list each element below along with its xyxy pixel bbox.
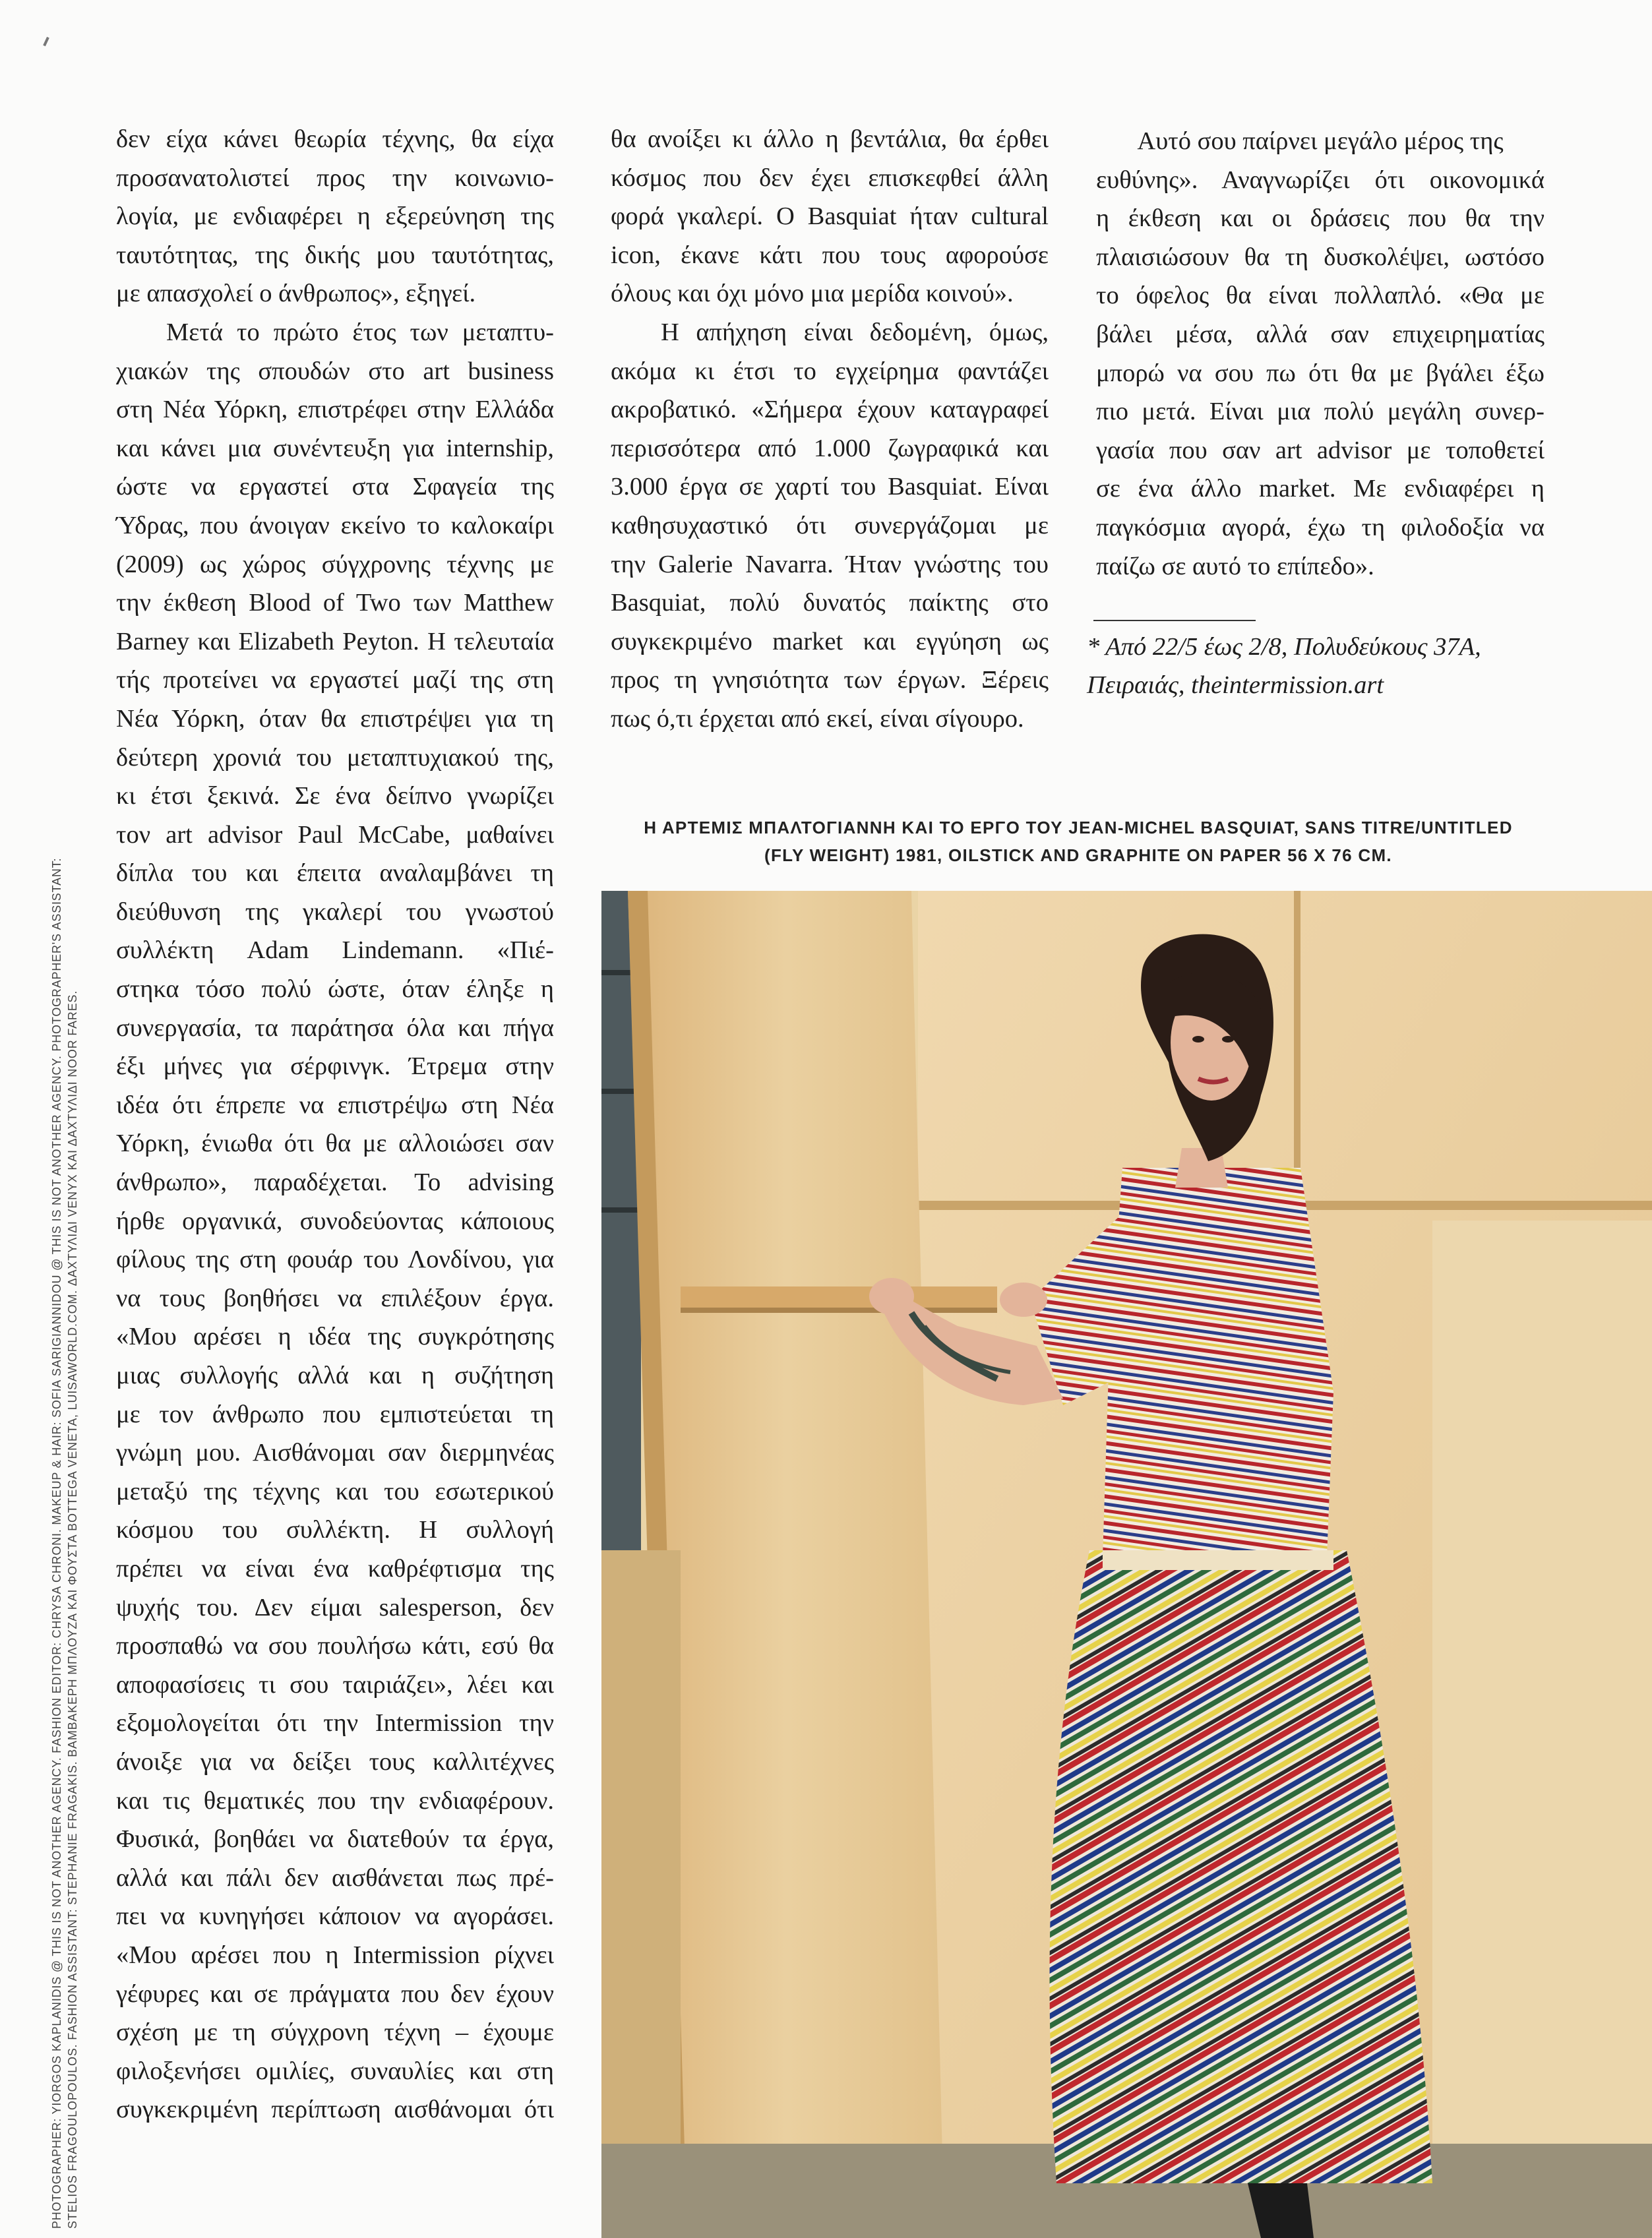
text-line: Μετά το πρώτο έτος των μεταπτυ- — [166, 318, 554, 346]
text-line: ακόμα κι έτσι το εγχείρημα φαντάζει — [611, 357, 1049, 385]
text-line: πρέπει να είναι ένα καθρέφτισμα της — [116, 1554, 554, 1583]
text-line: 3.000 έργα σε χαρτί του Basquiat. Είναι — [611, 473, 1049, 501]
caption-line-1: Η ΑΡΤΕΜΙΣ ΜΠΑΛΤΟΓΙΑΝΝΗ ΚΑΙ ΤΟ ΕΡΓΟ ΤΟΥ JEAN-MICHEL BASQUIAT, SANS TITRE/UNTITLED — [644, 818, 1513, 837]
text-line: μιας συλλογής αλλά και η συζήτηση — [116, 1362, 554, 1389]
text-line: ταυτότητας, της δικής μου ταυτότητας, — [116, 241, 554, 269]
text-line: προσανατολιστεί προς την κοινωνιο- — [116, 164, 554, 192]
text-line: κόσμος που δεν έχει επισκεφθεί άλλη — [611, 164, 1049, 192]
text-line: αλλά και πάλι δεν αισθάνεται πως πρέ- — [116, 1863, 554, 1892]
text-line: παίζω σε αυτό το επίπεδο». — [1096, 552, 1374, 580]
text-line: τον art advisor Paul McCabe, μαθαίνει — [116, 820, 554, 849]
credits-line-2: STELIOS FRAGOULOPOULOS. FASHION ASSISTANT: STEPHANIE FRAGAKIS. ΒΑΜΒΑΚΕΡΗ ΜΠΛΟΥΖΑ ΚΑΙ ΦΟΥΣΤΑ BOTTEGA VENETA, LUISAWORLD.COM. ΔΑΧΤΥΛΙΔΙ VENYX ΚΑΙ ΔΑΧΤΥΛΙΔΙ NOOR FARES. — [66, 990, 79, 2229]
photo-caption — [633, 814, 1523, 869]
text-line: στη Νέα Υόρκη, επιστρέφει στην Ελλάδα — [116, 396, 554, 424]
text-line: φίλους της στη φουάρ του Λονδίνου, για — [116, 1246, 554, 1274]
text-line: γασία που σαν art advisor με τοποθετεί — [1096, 436, 1545, 464]
text-line: έξι μήνες για σέρφινγκ. Έτρεμα στην — [116, 1052, 554, 1081]
text-line: χιακών της σπουδών στο art business — [116, 357, 554, 385]
text-line: κι έτσι ξεκινά. Σε ένα δείπνο γνωρίζει — [116, 782, 554, 810]
text-line: ιδέα ότι έπρεπε να επιστρέψω στη Νέα — [116, 1091, 554, 1119]
portrait-photo — [601, 891, 1652, 2238]
text-line: συγκεκριμένο market και εγγύηση ως — [611, 627, 1049, 655]
text-line: ώστε να εργαστεί στα Σφαγεία της — [116, 473, 554, 501]
text-line: ψυχής του. Δεν είμαι salesperson, δεν — [116, 1593, 554, 1621]
text-line: μπορώ να σου πω ότι θα με βγάλει έξω — [1096, 359, 1545, 387]
text-line: φορά γκαλερί. Ο Basquiat ήταν cultural — [611, 202, 1049, 231]
text-line: δεν είχα κάνει θεωρία τέχνης, θα είχα — [116, 125, 554, 153]
text-line: προς τη γνησιότητα των έργων. Ξέρεις — [611, 666, 1049, 694]
text-line: άνθρωπο», παραδέχεται. Το advising — [116, 1168, 554, 1197]
text-line: τής προτείνει να εργαστεί μαζί της στη — [116, 666, 554, 694]
photo-credits — [0, 0, 79, 2238]
text-line: εξομολογείται ότι την Intermission την — [116, 1709, 554, 1738]
article-column-3 — [1096, 122, 1545, 586]
text-line: όλους και όχι μόνο μια μερίδα κοινού». — [611, 280, 1014, 308]
text-line: η έκθεση και οι δράσεις που θα την — [1096, 204, 1545, 233]
text-line: περισσότερα από 1.000 ζωγραφικά και — [611, 434, 1049, 462]
text-line: φιλοξενήσει ομιλίες, συναυλίες και στη — [116, 2057, 554, 2085]
text-line: γέφυρες και σε πράγματα που δεν έχουν — [116, 1980, 554, 2008]
text-line: Barney και Elizabeth Peyton. Η τελευταία — [116, 627, 554, 655]
text-line: την Galerie Navarra. Ήταν γνώστης του — [611, 550, 1049, 578]
text-line: icon, έκανε κάτι που τους αφορούσε — [611, 241, 1049, 269]
text-line: με απασχολεί ο άνθρωπος», εξηγεί. — [116, 280, 476, 308]
text-line: αποφασίσεις τι σου ταιριάζει», λέει και — [116, 1670, 554, 1699]
text-line: ακροβατικό. «Σήμερα έχουν καταγραφεί — [611, 396, 1049, 424]
text-line: καθησυχαστικό ότι συνεργάζομαι με — [611, 511, 1049, 539]
text-line: σε ένα άλλο market. Με ενδιαφέρει η — [1096, 475, 1545, 503]
footnote-line-1: * Από 22/5 έως 2/8, Πολυδεύκους 37Α, — [1087, 633, 1481, 661]
text-line: Αυτό σου παίρνει μεγάλο μέρος της — [1137, 127, 1504, 155]
text-line: ήρθε οργανικά, συνοδεύοντας κάποιους — [116, 1207, 554, 1235]
footnote-line-2: Πειραιάς, theintermission.art — [1087, 671, 1384, 699]
text-line: Υόρκη, ένιωθα ότι θα με αλλοιώσει σαν — [116, 1130, 554, 1158]
text-line: συνεργασία, τα παράτησα όλα και πήγα — [116, 1013, 554, 1042]
text-line: δίπλα του και έπειτα αναλαμβάνει τη — [116, 859, 554, 888]
text-line: άνοιξε για να δείξει τους καλλιτέχνες — [116, 1747, 554, 1776]
portrait-illustration — [601, 891, 1652, 2238]
article-column-1 — [116, 120, 554, 2129]
text-line: και τις θεματικές που την ενδιαφέρουν. — [116, 1786, 554, 1815]
text-line: να τους βοηθήσει να επιλέξουν έργα. — [116, 1284, 554, 1312]
text-line: Νέα Υόρκη, όταν θα επιστρέψει για τη — [116, 704, 554, 733]
text-line: δεύτερη χρονιά του μεταπτυχιακού της, — [116, 743, 554, 771]
caption-line-2: (FLY WEIGHT) 1981, OILSTICK AND GRAPHITE ON PAPER 56 X 76 CM. — [764, 845, 1392, 865]
text-line: Ύδρας, που άνοιγαν εκείνο το καλοκαίρι — [116, 511, 554, 539]
exhibition-footnote — [1087, 628, 1548, 704]
text-line: βάλει μέσα, αλλά σαν επιχειρηματίας — [1096, 320, 1545, 348]
text-line: με τον άνθρωπο που εμπιστεύεται τη — [116, 1400, 554, 1428]
text-line: «Μου αρέσει που η Intermission ρίχνει — [116, 1941, 554, 1969]
text-line: «Μου αρέσει η ιδέα της συγκρότησης — [116, 1323, 554, 1351]
text-line: παγκόσμια αγορά, έχω τη φιλοδοξία να — [1096, 513, 1545, 541]
text-line: συγκεκριμένη περίπτωση αισθάνομαι ότι — [116, 2096, 554, 2124]
text-line: διεύθυνση της γκαλερί του γνωστού — [116, 897, 554, 926]
text-line: πλαισιώσουν θα τη δυσκολέψει, ωστόσο — [1096, 243, 1545, 271]
text-line: γνώμη μου. Αισθάνομαι σαν διερμηνέας — [116, 1439, 554, 1467]
text-line: συλλέκτη Adam Lindemann. «Πιέ- — [116, 936, 554, 965]
text-line: πιο μετά. Είναι μια πολύ μεγάλη συνερ- — [1096, 398, 1545, 426]
text-line: σχέση με τη σύγχρονη τέχνη – έχουμε — [116, 2018, 554, 2047]
text-line: μεταξύ της τέχνης και του εσωτερικού — [116, 1477, 554, 1505]
text-line: θα ανοίξει κι άλλο η βεντάλια, θα έρθει — [611, 125, 1049, 153]
text-line: πει να κυνηγήσει κάποιον να αγοράσει. — [116, 1902, 554, 1931]
text-line: (2009) ως χώρος σύγχρονης τέχνης με — [116, 550, 554, 578]
article-column-2 — [611, 120, 1049, 739]
text-line: πως ό,τι έρχεται από εκεί, είναι σίγουρο. — [611, 704, 1024, 733]
text-line: στηκα τόσο πολύ ώστε, όταν έληξε η — [116, 975, 554, 1004]
text-line: προσπαθώ να σου πουλήσω κάτι, εσύ θα — [116, 1632, 554, 1660]
text-line: Η απήχηση είναι δεδομένη, όμως, — [661, 318, 1049, 346]
text-line: Φυσικά, βοηθάει να διατεθούν τα έργα, — [116, 1825, 554, 1854]
text-line: και κάνει μια συνέντευξη για internship, — [116, 434, 554, 462]
footnote-rule — [1093, 620, 1256, 621]
text-line: λογία, με ενδιαφέρει η εξερεύνηση της — [116, 202, 554, 231]
text-line: Basquiat, πολύ δυνατός παίκτης στο — [611, 589, 1049, 617]
text-line: ευθύνης». Αναγνωρίζει ότι οικονομικά — [1096, 166, 1545, 194]
credits-line-1: PHOTOGRAPHER: YIORGOS KAPLANIDIS @ THIS IS NOT ANOTHER AGENCY. FASHION EDITOR: CHRYSA CHRONI. MAKEUP & HAIR: SOFIA SARIGIANNIDOU @ THIS IS NOT ANOTHER AGENCY. PHOTOGRAPHER'S ASSISTANT: — [50, 857, 63, 2229]
text-line: την έκθεση Blood of Two των Matthew — [116, 589, 554, 617]
text-line: κόσμου του συλλέκτη. Η συλλογή — [116, 1516, 554, 1544]
text-line: το όφελος θα είναι πολλαπλό. «Θα με — [1096, 282, 1545, 310]
